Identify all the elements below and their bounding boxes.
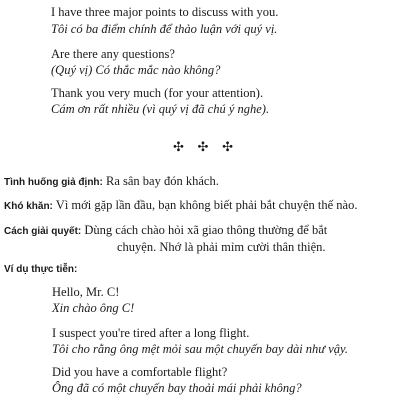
scenario-text: Ra sân bay đón khách. bbox=[106, 174, 219, 188]
phrase-en: Thank you very much (for your attention). bbox=[51, 86, 264, 100]
example-en: I suspect you're tired after a long flight. bbox=[52, 326, 250, 340]
ornament-divider bbox=[173, 140, 233, 155]
scenario-row bbox=[4, 173, 219, 191]
ornament-icon: ✣ bbox=[222, 140, 233, 155]
solution-text-line1: Dùng cách chào hỏi xã giao thông thường để bắt bbox=[84, 223, 328, 237]
difficulty-text: Vì mới gặp lần đầu, bạn không biết phải bắt chuyện thế nào. bbox=[55, 198, 358, 212]
example-vi: Xin chào ông C! bbox=[52, 301, 135, 315]
phrase-vi: Cám ơn rất nhiều (vì quý vị đã chú ý nghe). bbox=[51, 102, 270, 116]
examples-label: Ví dụ thực tiễn: bbox=[4, 264, 78, 275]
solution-row bbox=[4, 222, 327, 240]
solution-text-line2: chuyện. Nhớ là phải mỉm cười thân thiện. bbox=[117, 240, 326, 254]
ornament-icon: ✣ bbox=[173, 140, 184, 155]
solution-label: Cách giải quyết: bbox=[4, 226, 82, 237]
example-vi: Tôi cho rằng ông mệt mỏi sau một chuyến bay dài như vậy. bbox=[52, 342, 349, 356]
example-en: Hello, Mr. C! bbox=[52, 285, 120, 299]
phrase-en: Are there any questions? bbox=[51, 47, 175, 61]
difficulty-row bbox=[4, 197, 357, 215]
difficulty-label: Khó khăn: bbox=[4, 201, 53, 212]
ornament-icon: ✣ bbox=[197, 140, 209, 155]
example-vi: Ông đã có một chuyến bay thoải mái phải không? bbox=[52, 381, 302, 395]
phrase-vi: (Quý vị) Có thắc mắc nào không? bbox=[51, 63, 221, 77]
scenario-label: Tình huống giả định: bbox=[4, 177, 103, 188]
example-en: Did you have a comfortable flight? bbox=[52, 365, 228, 379]
phrase-en: I have three major points to discuss with you. bbox=[51, 5, 279, 19]
phrase-vi: Tôi có ba điểm chính để thảo luận với quý vị. bbox=[51, 22, 278, 36]
